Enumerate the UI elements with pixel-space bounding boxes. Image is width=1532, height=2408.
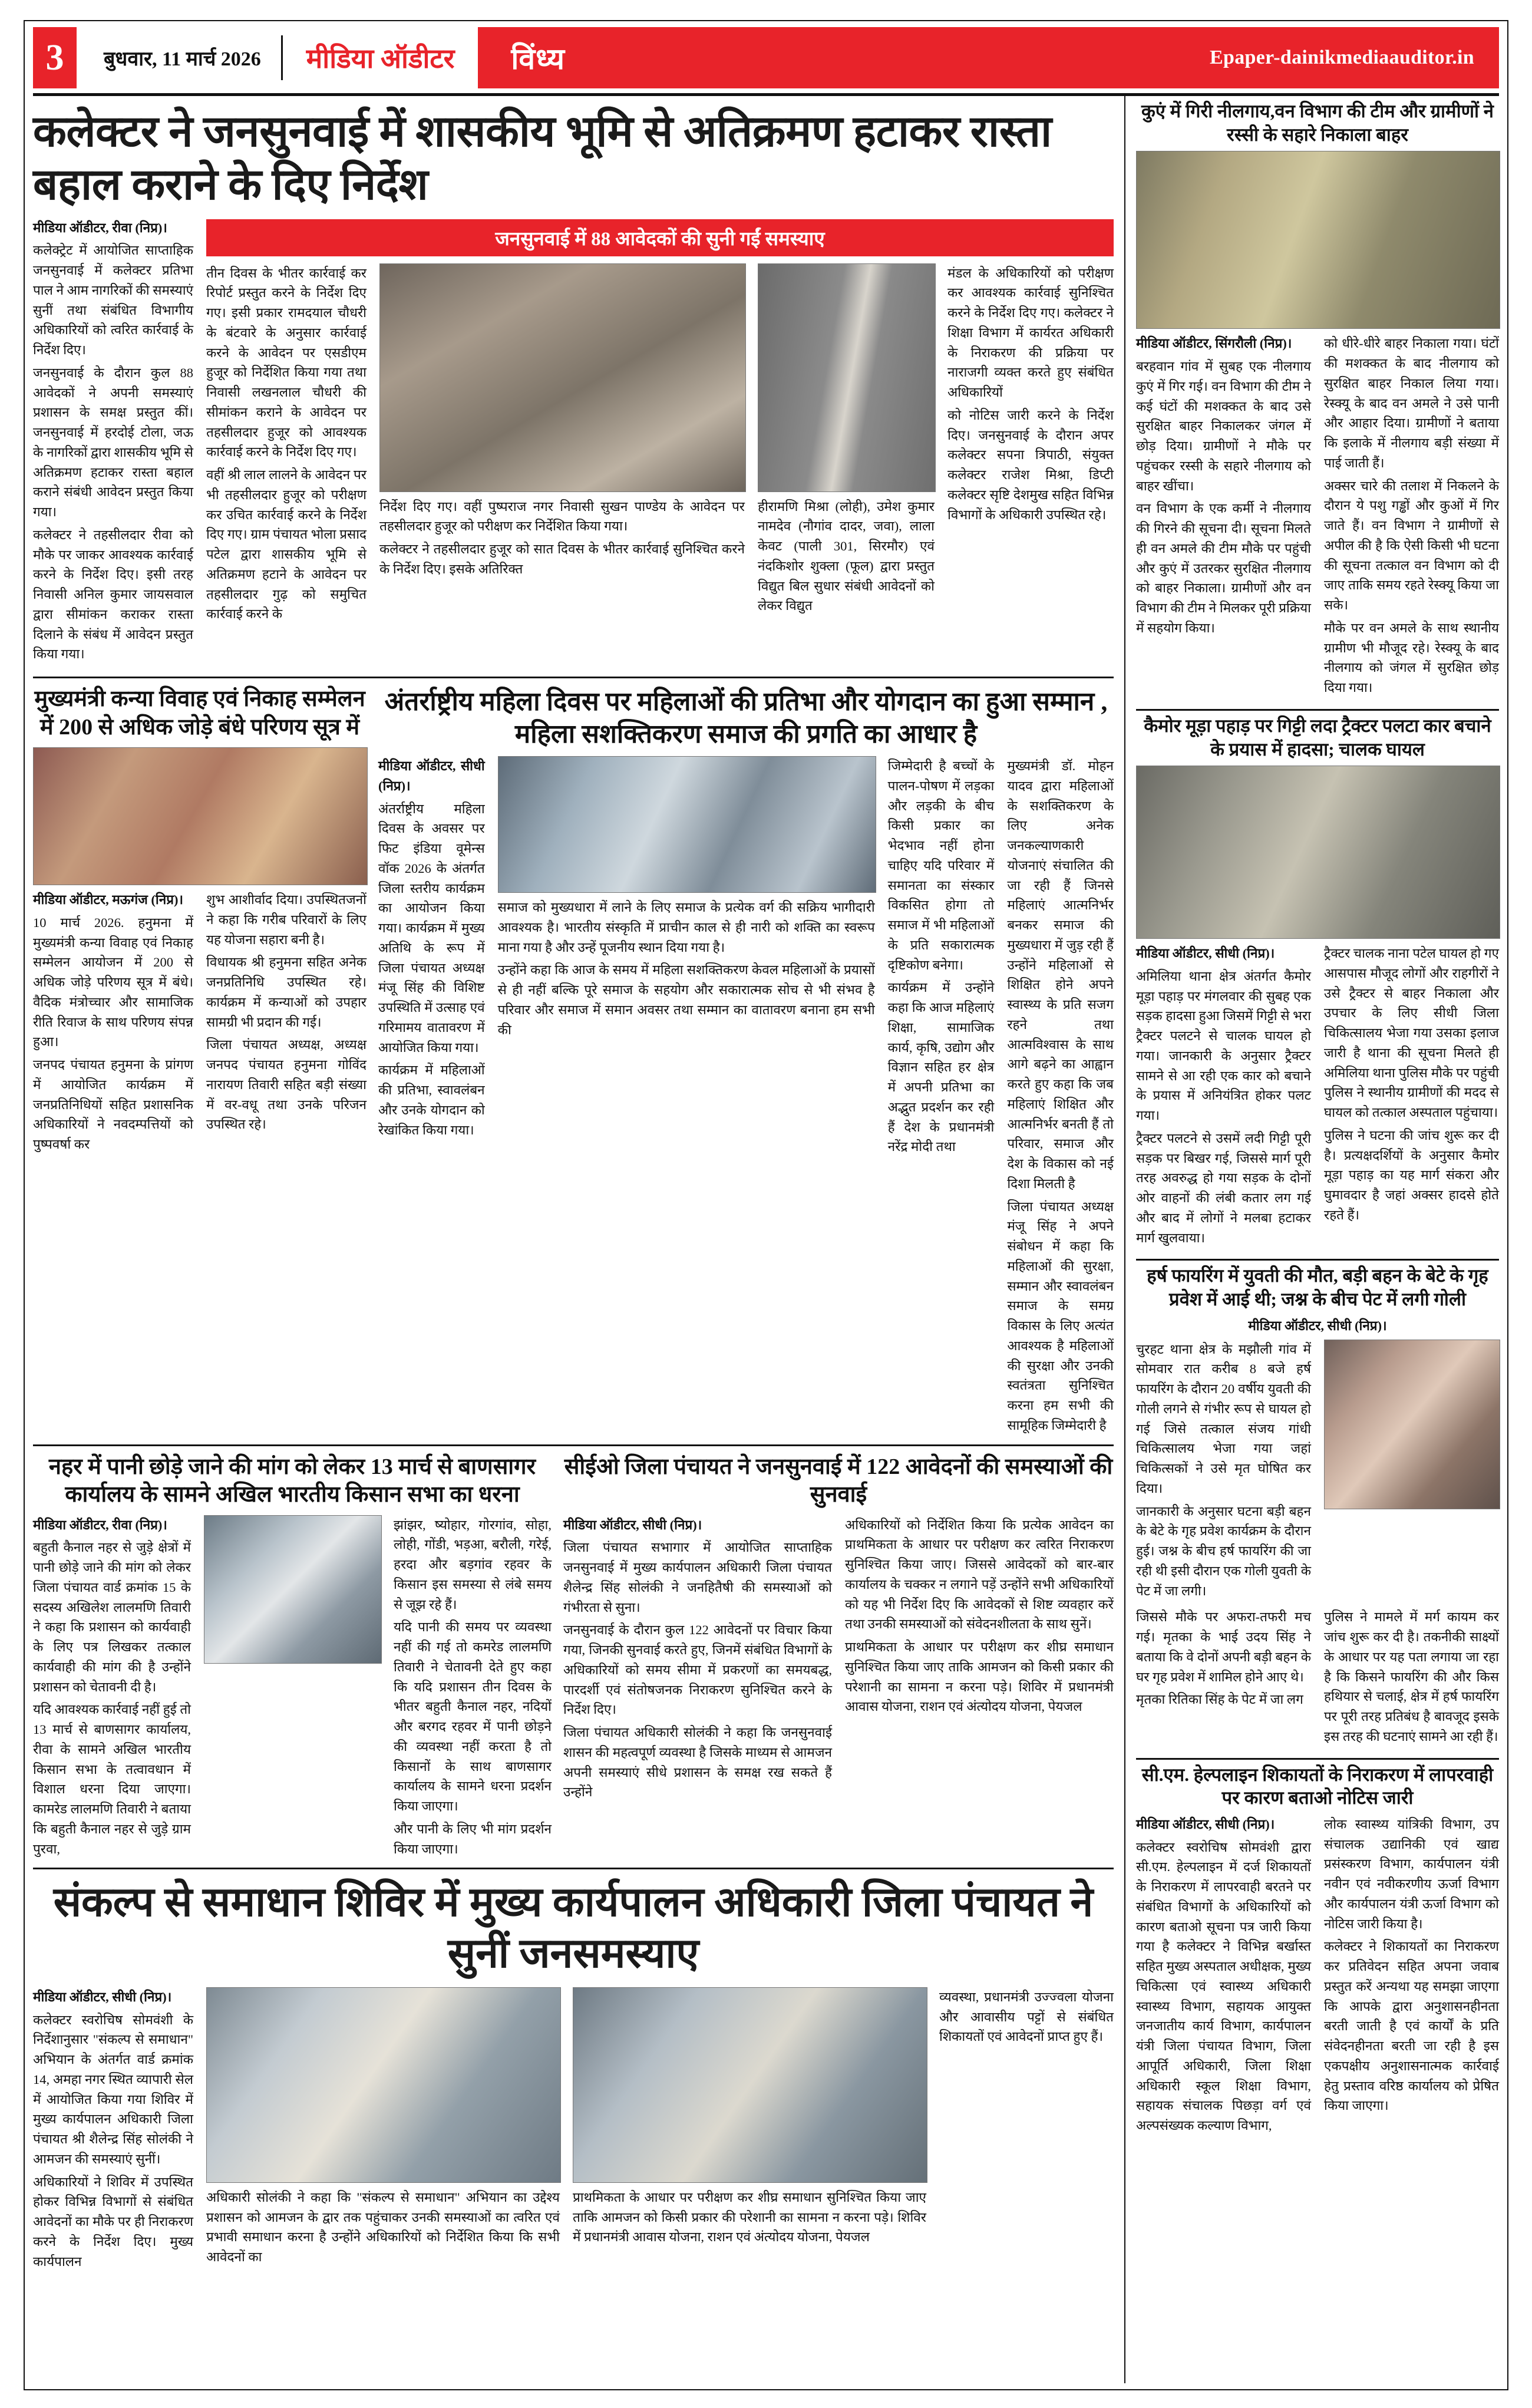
sankalp-photo-1-wrap	[206, 1987, 560, 2275]
sankalp-photo-distribution	[573, 1987, 927, 2183]
nilgai-col-2	[1324, 334, 1499, 701]
sankalp-photo-shivir	[206, 1987, 561, 2183]
sankalp-para: व्यवस्था, प्रधानमंत्री उज्ज्वला योजना और आवासीय पट्टों से संबंधित शिकायतों एवं आवेदनों प्राप्त हुए हैं।	[939, 1989, 1114, 2044]
lead-para: जनसुनवाई के दौरान कुल 88 आवेदकों ने अपनी समस्याएं प्रशासन के समक्ष प्रस्तुत कीं। जनसुनवाई में हरदोई टोला, जऊ के नागरिकों द्वारा शासकीय भूमि से अतिक्रमण हटाकर रास्ता बहाल कराने संबंधी आवेदन प्रस्तुत किया गया।	[33, 365, 193, 520]
cm-helpline-cols	[1136, 1815, 1499, 2139]
nahar-para: यदि पानी की समय पर व्यवस्था नहीं की गई तो कमरेड लालमणि तिवारी ने चेतावनी देते हुए कहा कि यदि प्रशासन तीन दिवस के भीतर बहुती कैनाल नहर, नदियों और बरगद रहवर में पानी छोड़ने की व्यवस्था नहीं करता है तो किसानों के साथ बाणसागर कार्यालय के सामने धरना प्रदर्शन किया जाएगा।	[394, 1619, 552, 1814]
lead-photo-jansunwai	[379, 263, 746, 492]
nilgai-para: बरहवान गांव में सुबह एक नीलगाय कुएं में गिर गई। वन विभाग की टीम ने कई घंटों की मशक्कत के बाद उसे सुरक्षित बाहर निकालकर जंगल में छोड़ दिया। ग्रामीणों ने मौके पर पहुंचकर रस्सी के सहारे नीलगाय को बाहर खींचा।	[1136, 359, 1311, 493]
nilgai-cols	[1136, 334, 1499, 701]
mahila-col-1	[378, 756, 485, 1439]
vivah-para: 10 मार्च 2026. हनुमना में मुख्यमंत्री कन्या विवाह एवं निकाह सम्मेलन आयोजन में 200 से अधिक जोड़े परिणय सूत्र में बंधे। वैदिक मंत्रोच्चार और सामाजिक रीति रिवाज के साथ परिणय संपन्न हुआ।	[33, 915, 193, 1050]
lead-photo-1-wrap	[379, 263, 745, 628]
masthead	[33, 27, 1499, 88]
mahila-headline: अंतर्राष्ट्रीय महिला दिवस पर महिलाओं की प्रतिभा और योगदान का हुआ सम्मान , महिला सशक्तिकरण समाज की प्रगति का आधार है	[384, 687, 1108, 749]
main-zone	[33, 96, 1114, 2383]
firing-cols	[1136, 1340, 1499, 1604]
lead-photo-road	[758, 263, 936, 492]
sankalp-dateline: मीडिया ऑडीटर, सीधी (निप्र)।	[33, 1989, 172, 2004]
article-firing	[1136, 1261, 1499, 1749]
lead-para: तीन दिवस के भीतर कार्रवाई कर रिपोर्ट प्रस्तुत करने के निर्देश दिए गए। इसी प्रकार रामदयाल चौधरी के बंटवारे के अनुसार कार्रवाई करने के आवेदन पर एसडीएम हुजूर को निर्देशित किया गया तथा निवासी लखनलाल चौधरी की सीमांकन कराने के आवेदन पर तहसीलदार हुजूर को आवश्यक कार्रवाई करने के निर्देश दिए गए।	[206, 265, 367, 460]
mahila-photo-wrap	[498, 756, 875, 1439]
tractor-photo	[1136, 766, 1500, 939]
lead-para: मंडल के अधिकारियों को परीक्षण कर आवश्यक कार्रवाई सुनिश्चित करने के निर्देश दिए गए। कलेक्टर ने शिक्षा विभाग में कार्यरत अधिकारी के निराकरण की प्रक्रिया पर नाराजगी व्यक्त करते हुए संबंधित अधिकारियों	[947, 265, 1114, 400]
sankalp-photo-2-wrap	[573, 1987, 926, 2275]
tractor-col-1	[1136, 944, 1311, 1251]
firing-headline: हर्ष फायरिंग में युवती की मौत, बड़ी बहन के बेटे के गृह प्रवेश में आई थी; जश्न के बीच पेट में लगी गोली	[1147, 1265, 1488, 1310]
mahila-para: अंतर्राष्ट्रीय महिला दिवस के अवसर पर फिट इंडिया वूमेन्स वॉक 2026 के अंतर्गत जिला स्तरीय कार्यक्रम का आयोजन किया गया। कार्यक्रम में मुख्य अतिथि के रूप में जिला पंचायत अध्यक्ष मंजू सिंह की विशिष्ट उपस्थिति में उत्साह एवं गरिमामय वातावरण में आयोजित किया गया।	[378, 801, 485, 1055]
lead-para: निर्देश दिए गए। वहीं पुष्पराज नगर निवासी सुखन पाण्डेय के आवेदन पर तहसीलदार हुजूर को परीक्षण कर निर्देशित किया गया।	[379, 499, 745, 534]
nilgai-dateline: मीडिया ऑडीटर, सिंगरौली (निप्र)।	[1136, 336, 1292, 351]
article-lead-story	[33, 96, 1114, 667]
masthead-banner	[478, 27, 1499, 88]
firing-para: जिससे मौके पर अफरा-तफरी मच गई। मृतका के भाई उदय सिंह ने बताया कि वे दोनों अपनी बड़ी बहन के घर गृह प्रवेश में शामिल होने आए थे।	[1136, 1609, 1311, 1684]
sankalp-para: कलेक्टर स्वरोचिष सोमवंशी के निर्देशानुसार "संकल्प से समाधान" अभियान के अंतर्गत वार्ड क्रमांक 14, अमहा नगर स्थित व्यापारी सेल में आयोजित किया गया शिविर में मुख्य कार्यपालन अधिकारी जिला पंचायत श्री शैलेन्द्र सिंह सोलंकी ने आमजन की समस्याएं सुनीं।	[33, 2012, 193, 2166]
nahar-headline: नहर में पानी छोड़े जाने की मांग को लेकर 13 मार्च से बाणसागर कार्यालय के सामने अखिल भारतीय किसान सभा का धरना	[48, 1454, 536, 1508]
lead-media-and-text	[206, 218, 1114, 668]
row-third	[33, 1446, 1114, 1862]
mahila-para: जिला पंचायत अध्यक्ष मंजू सिंह ने अपने संबोधन में कहा कि महिलाओं की सुरक्षा, सम्मान और स्वावलंबन समाज के समग्र विकास के लिए अत्यंत आवश्यक है महिलाओं की सुरक्षा और उनकी स्वतंत्रता सुनिश्चित करना हम सभी की सामूहिक जिम्मेदारी है	[1007, 1199, 1114, 1433]
mahila-cols	[378, 756, 1114, 1439]
ceo-col-2	[845, 1515, 1114, 1806]
tractor-para: ट्रैक्टर पलटने से उसमें लदी गिट्टी पूरी सड़क पर बिखर गई, जिससे मार्ग पूरी तरह अवरुद्ध हो गया सड़क के दोनों ओर वाहनों की लंबी कतार लग गई और बाद में लोगों ने मलबा हटाकर मार्ग खुलवाया।	[1136, 1130, 1311, 1245]
ceo-para: जिला पंचायत सभागार में आयोजित साप्ताहिक जनसुनवाई में मुख्य कार्यपालन अधिकारी जिला पंचायत शैलेन्द्र सिंह सोलंकी ने जनहितैषी की समस्याओं को गंभीरता से सुना।	[563, 1540, 832, 1615]
cm-helpline-dateline: मीडिया ऑडीटर, सीधी (निप्र)।	[1136, 1816, 1275, 1832]
nahar-photo-wrap	[204, 1515, 381, 1862]
tractor-headline: कैमोर मूड़ा पहाड़ पर गिट्टी लदा ट्रैक्टर पलटा कार बचाने के प्रयास में हादसा; चालक घायल	[1144, 715, 1491, 760]
tractor-para: पुलिस ने घटना की जांच शुरू कर दी है। प्रत्यक्षदर्शियों के अनुसार कैमोर मूड़ा पहाड़ का यह मार्ग संकरा और घुमावदार है जहां अक्सर हादसे होते रहते हैं।	[1324, 1127, 1499, 1222]
mahila-para: जिम्मेदारी है बच्चों के पालन-पोषण में लड़का और लड़की के बीच किसी प्रकार का भेदभाव नहीं होना चाहिए यदि परिवार में समानता का संस्कार विकसित होगा तो समाज में भी महिलाओं के प्रति सकारात्मक दृष्टिकोण बनेगा।	[887, 758, 995, 972]
cm-helpline-para: लोक स्वास्थ्य यांत्रिकी विभाग, उप संचालक उद्यानिकी एवं खाद्य प्रसंस्करण विभाग, कार्यपालन यंत्री नवीन एवं नवीकरणीय ऊर्जा विभाग और कार्यपालन यंत्री ऊर्जा विभाग को नोटिस जारी किया है।	[1324, 1816, 1499, 1931]
lead-photo-2-wrap	[758, 263, 935, 628]
firing-photo-victim	[1324, 1340, 1500, 1509]
mahila-para: मुख्यमंत्री डॉ. मोहन यादव द्वारा महिलाओं के सशक्तिकरण के लिए अनेक जनकल्याणकारी योजनाएं संचालित की जा रही हैं जिनसे महिलाएं आत्मनिर्भर बनकर समाज की मुख्यधारा में जुड़ रही हैं उन्होंने महिलाओं से शिक्षित होने अपने स्वास्थ्य के प्रति सजग रहने तथा आत्मविश्वास के साथ आगे बढ़ने का आह्वान करते हुए कहा कि जब महिलाएं शिक्षित और आत्मनिर्भर बनती हैं तो परिवार, समाज और देश के विकास को नई दिशा मिलती है	[1007, 758, 1114, 1191]
nahar-photo	[204, 1515, 382, 1664]
lead-col-5	[947, 263, 1114, 628]
sankalp-col-4	[939, 1987, 1114, 2275]
vivah-col-1	[33, 890, 193, 1157]
cm-helpline-col-2	[1324, 1815, 1499, 2139]
tractor-col-2	[1324, 944, 1499, 1251]
nilgai-para: अक्सर चारे की तलाश में निकलने के दौरान ये पशु गड्ढों और कुओं में गिर जाते हैं। वन विभाग ने ग्रामीणों से अपील की है कि ऐसी किसी भी घटना की सूचना तत्काल वन विभाग को दी जाए ताकि समय रहते रेस्क्यू किया जा सके।	[1324, 478, 1499, 613]
nahar-col-1	[33, 1515, 191, 1862]
lead-para: कलेक्ट्रेट में आयोजित साप्ताहिक जनसुनवाई में कलेक्टर प्रतिभा पाल ने आम नागरिकों की समस्याएं सुनीं तथा संबंधित विभागीय अधिकारियों को त्वरित कार्रवाई के निर्देश दिए।	[33, 243, 193, 358]
sankalp-cols	[33, 1987, 1114, 2275]
nahar-col-2	[394, 1515, 552, 1862]
firing-col-2	[1136, 1607, 1311, 1749]
article-sankalp	[33, 1869, 1114, 2274]
sankalp-col-1	[33, 1987, 193, 2275]
ceo-col-1	[563, 1515, 832, 1806]
nahar-para: और पानी के लिए भी मांग प्रदर्शन किया जाएगा।	[394, 1821, 552, 1856]
nilgai-photo	[1136, 151, 1500, 329]
article-ceo	[563, 1446, 1114, 1862]
nilgai-para: वन विभाग के एक कर्मी ने नीलगाय की गिरने की सूचना दी। सूचना मिलते ही वन अमले की टीम मौके पर पहुंची और कुएं में उतरकर सुरक्षित नीलगाय को बाहर निकाला। ग्रामीणों और वन विभाग की टीम ने मिलकर पूरी प्रक्रिया में सहयोग किया।	[1136, 501, 1311, 635]
article-nilgai	[1136, 96, 1499, 701]
sankalp-headline: संकल्प से समाधान शिविर में मुख्य कार्यपालन अधिकारी जिला पंचायत ने सुनीं जनसमस्याए	[53, 1880, 1094, 1977]
vivah-col-2	[206, 890, 367, 1157]
nahar-cols	[33, 1515, 552, 1862]
nahar-para: बहुती कैनाल नहर से जुड़े क्षेत्रों में पानी छोड़े जाने की मांग को लेकर जिला पंचायत वार्ड क्रमांक 15 के सदस्य अखिलेश लालमणि तिवारी ने कहा कि प्रशासन को कार्यवाही के लिए पत्र लिखकर तत्काल कार्यवाही की मांग की है उन्होंने प्रशासन को चेतावनी दी है।	[33, 1540, 191, 1694]
ceo-dateline: मीडिया ऑडीटर, सीधी (निप्र)।	[563, 1517, 702, 1532]
mahila-para: समाज को मुख्यधारा में लाने के लिए समाज के प्रत्येक वर्ग की सक्रिय भागीदारी आवश्यक है। भारतीय संस्कृति में प्राचीन काल से ही नारी को शक्ति का स्वरूप माना गया है और उन्हें पूजनीय स्थान दिया गया है।	[497, 900, 875, 955]
lead-para: कलेक्टर ने तहसीलदार हुजूर को सात दिवस के भीतर कार्रवाई सुनिश्चित करने के निर्देश दिए। इसके अतिरिक्त	[379, 542, 745, 576]
firing-col-1	[1136, 1340, 1311, 1604]
ceo-cols	[563, 1515, 1114, 1806]
lead-col-1	[33, 218, 193, 668]
mahila-photo	[498, 756, 876, 893]
epaper-website[interactable]: Epaper-dainikmediaauditor.in	[1210, 47, 1474, 68]
right-rail	[1136, 96, 1499, 2383]
tractor-dateline: मीडिया ऑडीटर, सीधी (निप्र)।	[1136, 946, 1275, 961]
vivah-cols	[33, 890, 367, 1157]
sankalp-para: अधिकारियों ने शिविर में उपस्थित होकर विभिन्न विभागों से संबंधित आवेदनों का मौके पर ही निराकरण करने के निर्देश दिए। मुख्य कार्यपालन	[33, 2174, 193, 2269]
article-nahar	[33, 1446, 552, 1862]
mahila-dateline: मीडिया ऑडीटर, सीधी (निप्र)।	[378, 758, 485, 793]
lead-subheading-bar: जनसुनवाई में 88 आवेदकों की सुनी गईं समस्याए	[206, 219, 1114, 256]
tractor-para: ट्रैक्टर चालक नाना पटेल घायल हो गए आसपास मौजूद लोगों और राहगीरों ने उसे ट्रैक्टर से बाहर निकाला और उपचार के लिए सीधी जिला चिकित्सालय भेजा गया उसका इलाज जारी है थाना की सूचना मिलते ही अमिलिया थाना पुलिस मौके पर पहुंची पुलिस ने स्थानीय ग्रामीणों की मदद से घायल को तत्काल अस्पताल पहुंचाया।	[1324, 946, 1499, 1120]
column-divider	[1124, 96, 1125, 2383]
ceo-para: अधिकारियों को निर्देशित किया कि प्रत्येक आवेदन का प्राथमिकता के आधार पर परीक्षण कर त्वरित निराकरण सुनिश्चित किया जाए। जिससे आवेदकों को बार-बार कार्यालय के चक्कर न लगाने पड़ें उन्होंने सभी अधिकारियों को यह भी निर्देश दिए कि आवेदकों से शिष्ट व्यवहार करें तथा उनकी समस्याओं को संवेदनशीलता के साथ सुनें।	[845, 1517, 1114, 1632]
page-body	[33, 96, 1499, 2383]
lead-para: वहीं श्री लाल लालने के आवेदन पर भी तहसीलदार हुजूर को परीक्षण कर उचित कार्रवाई करने के निर्देश दिए गए। ग्राम पंचायत भोला प्रसाद पटेल द्वारा शासकीय भूमि से अतिक्रमण हटाने के आवेदन पर तहसीलदार गुढ़ को समुचित कार्रवाई करने के	[206, 467, 367, 622]
cm-helpline-col-1	[1136, 1815, 1311, 2139]
vivah-para: शुभ आशीर्वाद दिया। उपस्थितजनों ने कहा कि गरीब परिवारों के लिए यह योजना सहारा बनी है।	[206, 892, 367, 947]
edition-name: विंध्य	[511, 42, 565, 75]
lead-headline: कलेक्टर ने जनसुनवाई में शासकीय भूमि से अतिक्रमण हटाकर रास्ता बहाल कराने के दिए निर्देश	[33, 108, 1052, 210]
lead-dateline: मीडिया ऑडीटर, रीवा (निप्र)।	[33, 220, 167, 235]
nahar-dateline: मीडिया ऑडीटर, रीवा (निप्र)।	[33, 1517, 167, 1532]
mahila-col-4	[1007, 756, 1114, 1439]
vivah-para: विधायक श्री हनुमना सहित अनेक जनप्रतिनिधि उपस्थित रहे। कार्यक्रम में कन्याओं को उपहार सामग्री भी प्रदान की गई।	[206, 955, 367, 1030]
ceo-para: जिला पंचायत अधिकारी सोलंकी ने कहा कि जनसुनवाई शासन की महत्वपूर्ण व्यवस्था है जिसके माध्यम से आमजन अपनी समस्याएं सीधे प्रशासन के समक्ष रख सकते हैं उन्होंने	[563, 1725, 832, 1800]
lead-para: हीरामणि मिश्रा (लोही), उमेश कुमार नामदेव (नौगांव दादर, जवा), लाला केवट (पाली 301, सिरमौर) एवं नंदकिशोर शुक्ला (फूल) द्वारा प्रस्तुत विद्युत बिल सुधार संबंधी आवेदनों को लेकर विद्युत	[758, 499, 935, 613]
firing-para: मृतका रितिका सिंह के पेट में जा लग	[1136, 1692, 1303, 1707]
sankalp-para: प्राथमिकता के आधार पर परीक्षण कर शीघ्र समाधान सुनिश्चित किया जाए ताकि आमजन को किसी प्रकार की परेशानी का सामना न करना पड़े। शिविर में प्रधानमंत्री आवास योजना, राशन एवं अंत्योदय योजना, पेयजल	[573, 2189, 926, 2245]
lead-top-row	[33, 218, 1114, 668]
firing-photo-wrap	[1324, 1340, 1499, 1604]
nilgai-col-1	[1136, 334, 1311, 701]
article-vivah	[33, 678, 367, 1439]
tractor-cols	[1136, 944, 1499, 1251]
brand-name: मीडिया ऑडीटर	[306, 44, 455, 74]
mahila-para: कार्यक्रम में उन्होंने कहा कि आज महिलाएं शिक्षा, सामाजिक कार्य, कृषि, उद्योग और विज्ञान सहित हर क्षेत्र में अपनी प्रतिभा का अद्भुत प्रदर्शन कर रही हैं देश के प्रधानमंत्री नरेंद्र मोदी तथा	[887, 980, 995, 1154]
lead-photo-row	[206, 263, 1114, 628]
vivah-headline: मुख्यमंत्री कन्या विवाह एवं निकाह सम्मेलन में 200 से अधिक जोड़े बंधे परिणय सूत्र में	[34, 687, 365, 740]
firing-para: पुलिस ने मामले में मर्ग कायम कर जांच शुरू कर दी है। तकनीकी साक्ष्यों के आधार पर यह पता लगाया जा रहा है कि किसने फायरिंग की और किस हथियार से चलाई, क्षेत्र में हर्ष फायरिंग पर पूरी तरह प्रतिबंध है बावजूद इसके इस तरह की घटनाएं सामने आ रही हैं।	[1324, 1609, 1499, 1744]
cm-helpline-para: कलेक्टर ने शिकायतों का निराकरण कर प्रतिवेदन सहित अपना जवाब प्रस्तुत करें अन्यथा यह समझा जाएगा कि आपके द्वारा अनुशासनहीनता बरती जाती है एवं कार्यों के प्रति संवेदनहीनता बरती जा रही है इस एकपक्षीय अनुशासनात्मक कार्रवाई हेतु प्रस्ताव वरिष्ठ कार्यालय को प्रेषित किया जाएगा।	[1324, 1939, 1499, 2113]
mahila-para: कार्यक्रम में महिलाओं की प्रतिभा, स्वावलंबन और उनके योगदान को रेखांकित किया गया।	[378, 1063, 485, 1137]
mahila-col-3	[888, 756, 995, 1439]
article-tractor	[1136, 711, 1499, 1251]
lead-col-2	[206, 263, 367, 628]
ceo-headline: सीईओ जिला पंचायत ने जनसुनवाई में 122 आवेदनों की समस्याओं की सुनवाई	[564, 1454, 1113, 1508]
article-cm-helpline	[1136, 1760, 1499, 2139]
ceo-para: जनसुनवाई के दौरान कुल 122 आवेदनों पर विचार किया गया, जिनकी सुनवाई करते हुए, जिनमें संबंधित विभागों के अधिकारियों को समय सीमा में प्रकरणों का समयबद्ध, पारदर्शी एवं संतोषजनक निराकरण सुनिश्चित करने के निर्देश दिए।	[563, 1622, 832, 1717]
tractor-para: अमिलिया थाना क्षेत्र अंतर्गत कैमोर मूड़ा पहाड़ पर मंगलवार की सुबह एक सड़क हादसा हुआ जिसमें गिट्टी से भरा ट्रैक्टर पलटने से चालक घायल हो गया। जानकारी के अनुसार ट्रैक्टर सामने से आ रही एक कार को बचाने के प्रयास में अनियंत्रित होकर पलट गया।	[1136, 968, 1311, 1123]
nahar-para: यदि आवश्यक कार्रवाई नहीं हुई तो 13 मार्च से बाणसागर कार्यालय, रीवा के सामने अखिल भारतीय किसान सभा के तत्वावधान में विशाल धरना दिया जाएगा। कामरेड लालमणि तिवारी ने बताया कि बहुती कैनाल नहर से जुड़े ग्राम पुरवा,	[33, 1702, 191, 1856]
firing-col-3	[1324, 1607, 1499, 1749]
publication-date: बुधवार, 11 मार्च 2026	[104, 48, 261, 70]
ceo-para: प्राथमिकता के आधार पर परीक्षण कर शीघ्र समाधान सुनिश्चित किया जाए ताकि आमजन को किसी प्रकार की परेशानी का सामना न करना पड़े। शिविर में प्रधानमंत्री आवास योजना, राशन एवं अंत्योदय योजना, पेयजल	[845, 1640, 1114, 1714]
cm-helpline-headline: सी.एम. हेल्पलाइन शिकायतों के निराकरण में लापरवाही पर कारण बताओ नोटिस जारी	[1141, 1764, 1494, 1809]
row-middle	[33, 678, 1114, 1439]
firing-dateline: मीडिया ऑडीटर, सीधी (निप्र)।	[1248, 1318, 1387, 1333]
mahila-para: उन्होंने कहा कि आज के समय में महिला सशक्तिकरण केवल महिलाओं के प्रयासों से ही नहीं बल्कि पूरे समाज के सहयोग और सकारात्मक सोच से भी संभव है परिवार और समाज में समान अवसर तथा सम्मान का वातावरण बनाना हम सभी की	[497, 962, 875, 1037]
vivah-para: जिला पंचायत अध्यक्ष, अध्यक्ष जनपद पंचायत हनुमना गोविंद नारायण तिवारी सहित बड़ी संख्या में वर-वधू तथा उनके परिजन उपस्थित रहे।	[206, 1037, 367, 1132]
nahar-para: झांझर, ष्योहार, गोरगांव, सोहा, लोही, गोंडी, भड़आ, बरौली, गरेई, हरदा और बड़गांव रहवर के किसान इस समस्या से लंबे समय से जूझ रहे हैं।	[394, 1517, 552, 1612]
page-number: 3	[33, 27, 77, 88]
article-mahila	[378, 678, 1114, 1439]
firing-cols-lower	[1136, 1607, 1499, 1749]
page-sheet	[24, 20, 1508, 2390]
firing-para: चुरहट थाना क्षेत्र के मझौली गांव में सोमवार रात करीब 8 बजे हर्ष फायरिंग के दौरान 20 वर्षीय युवती की गोली लगने से गंभीर रूप से घायल हो गई जिसे तत्काल संजय गांधी चिकित्सालय भेजा गया जहां चिकित्सकों ने उसे मृत घोषित कर दिया।	[1136, 1341, 1311, 1496]
nilgai-headline: कुएं में गिरी नीलगाय,वन विभाग की टीम और ग्रामीणों ने रस्सी के सहारे निकाला बाहर	[1141, 101, 1494, 145]
sankalp-para: अधिकारी सोलंकी ने कहा कि "संकल्प से समाधान" अभियान का उद्देश्य प्रशासन को आमजन के द्वार तक पहुंचाकर उनकी समस्याओं का त्वरित एवं प्रभावी समाधान करना है उन्होंने अधिकारियों को निर्देशित किया कि सभी आवेदनों का	[206, 2189, 560, 2265]
vivah-photo	[33, 747, 368, 885]
lead-para: को नोटिस जारी करने के निर्देश दिए। जनसुनवाई के दौरान अपर कलेक्टर सपना त्रिपाठी, संयुक्त कलेक्टर राजेश मिश्रा, डिप्टी कलेक्टर सृष्टि देशमुख सहित विभिन्न विभागों के अधिकारी उपस्थित रहे।	[947, 407, 1114, 522]
cm-helpline-para: कलेक्टर स्वरोचिष सोमवंशी द्वारा सी.एम. हेल्पलाइन में दर्ज शिकायतों के निराकरण में लापरवाही बरतने पर संबंधित विभागों के अधिकारियों को कारण बताओ सूचना पत्र जारी किया गया है कलेक्टर ने विभिन्न बर्खास्त सहित मुख्य अस्पताल अधीक्षक, मुख्य चिकित्सा एवं स्वास्थ्य अधिकारी स्वास्थ्य विभाग, सहायक आयुक्त जनजातीय कार्य विभाग, कार्यपालन यंत्री जिला पंचायत विभाग, जिला आपूर्ति अधिकारी, जिला शिक्षा अधिकारी स्कूल शिक्षा विभाग, सहायक संचालक पिछड़ा वर्ग एवं अल्पसंख्यक कल्याण विभाग,	[1136, 1839, 1311, 2133]
vivah-dateline: मीडिया ऑडीटर, मऊगंज (निप्र)।	[33, 892, 184, 908]
nilgai-para: को धीरे-धीरे बाहर निकाला गया। घंटों की मशक्कत के बाद नीलगाय को सुरक्षित बाहर निकाल लिया गया। रेस्क्यू के बाद वन अमले ने उसे पानी और आहार दिया। ग्रामीणों ने बताया कि इलाके में नीलगाय बड़ी संख्या में पाई जाती हैं।	[1324, 336, 1499, 470]
lead-para: कलेक्टर ने तहसीलदार रीवा को मौके पर जाकर आवश्यक कार्रवाई करने के निर्देश दिए। इसी तरह निवासी अनिल कुमार जायसवाल द्वारा सीमांकन कराकर रास्ता दिलाने के संबंध में आवेदन प्रस्तुत किया गया।	[33, 527, 193, 662]
firing-para: जानकारी के अनुसार घटना बड़ी बहन के बेटे के गृह प्रवेश कार्यक्रम के दौरान हुई। जश्न के बीच हर्ष फायरिंग की जा रही थी इसी दौरान एक गोली युवती के पेट में जा लगी।	[1136, 1503, 1311, 1598]
vivah-para: जनपद पंचायत हनुमना के प्रांगण में आयोजित कार्यक्रम में जनप्रतिनिधियों सहित प्रशासनिक अधिकारियों ने नवदम्पत्तियों को पुष्पवर्षा कर	[33, 1057, 193, 1152]
nilgai-para: मौके पर वन अमले के साथ स्थानीय ग्रामीण भी मौजूद रहे। रेस्क्यू के बाद नीलगाय को जंगल में सुरक्षित छोड़ दिया गया।	[1324, 620, 1499, 695]
